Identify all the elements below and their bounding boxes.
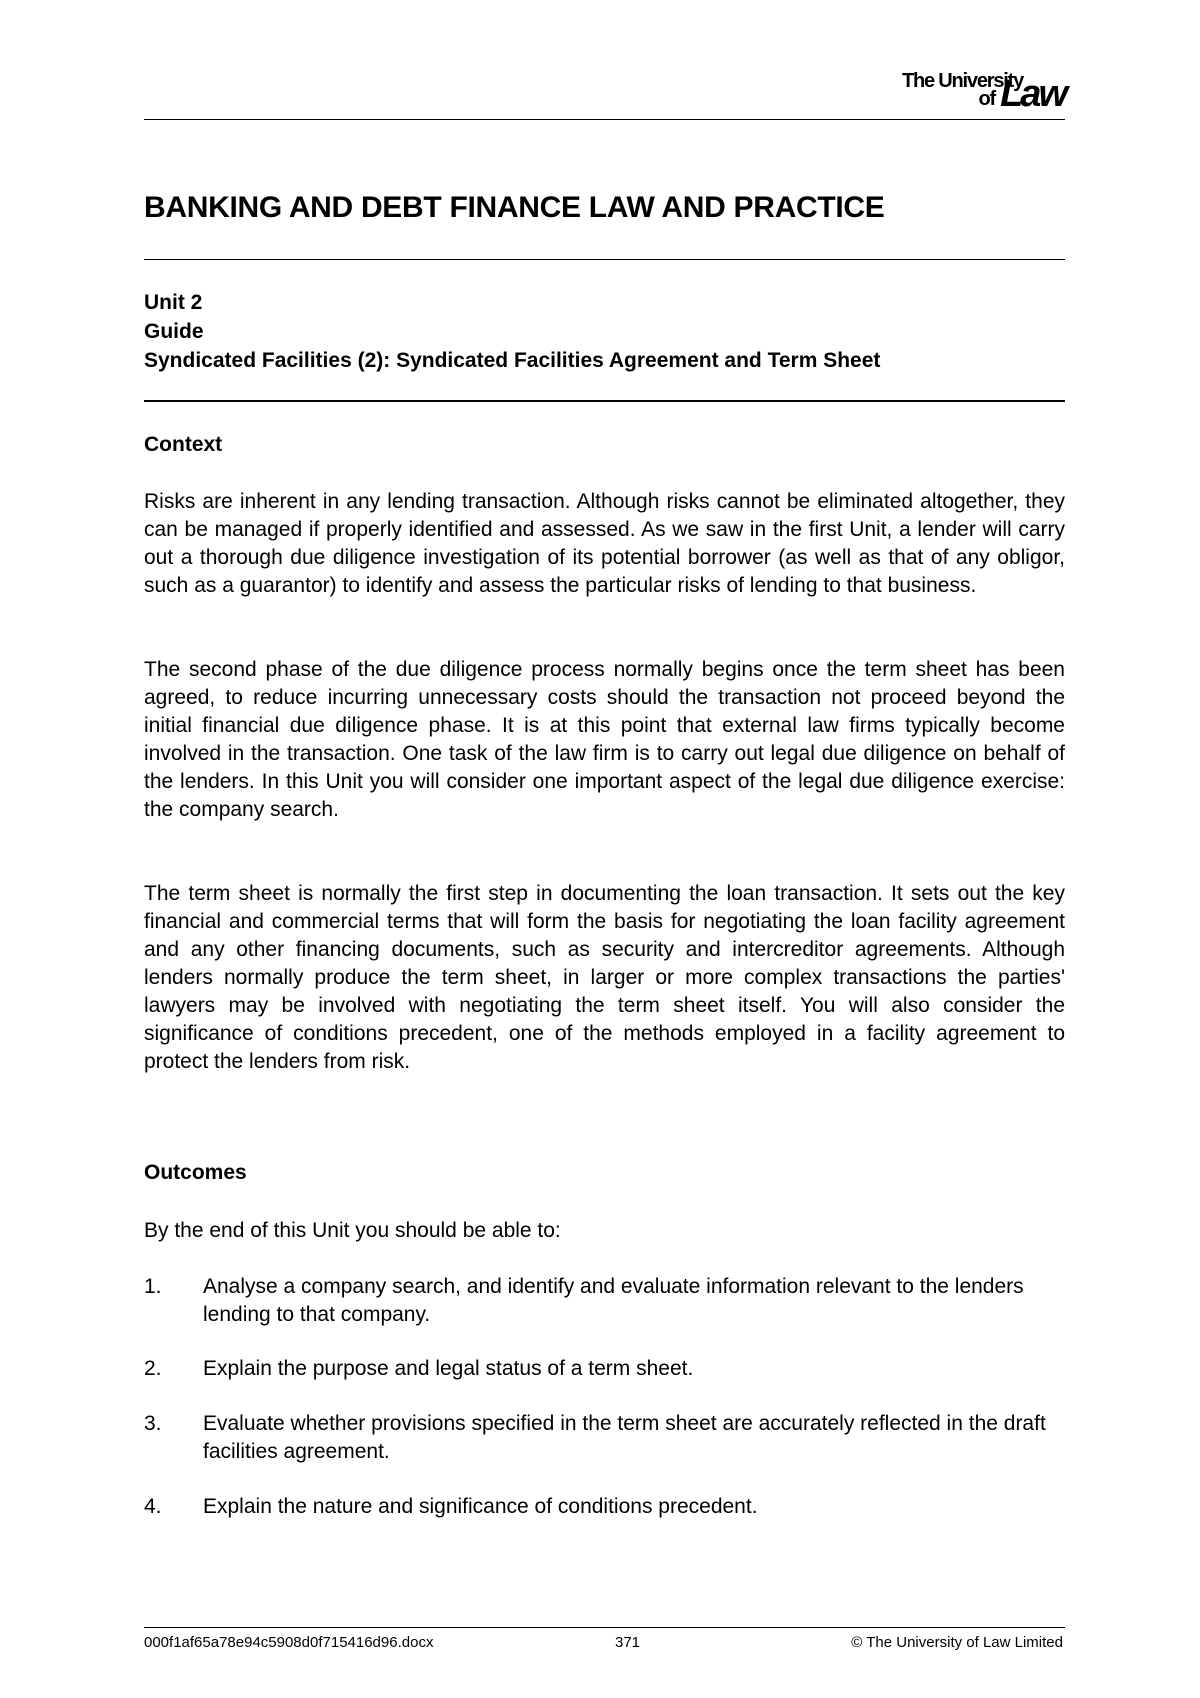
logo-line-2: of bbox=[978, 88, 995, 110]
footer-page-number: 371 bbox=[615, 1634, 641, 1651]
context-paragraph-2: The second phase of the due diligence process normally begins once the term sheet has been agreed, to reduce incurring unnecessary costs should the transaction not proceed beyond the initial financial due diligence phase. It is at this point that external law firms typically become involved in the transaction. One task of the law firm is to carry out legal due diligence on behalf of the lenders. In this Unit you will consider one important aspect of the legal due diligence exercise: the company search. bbox=[144, 658, 1065, 821]
logo-line-3: Law bbox=[1000, 73, 1065, 115]
footer-filename: 000f1af65a78e94c5908d0f715416d96.docx bbox=[144, 1634, 434, 1651]
context-paragraph-3: The term sheet is normally the first step in documenting the loan transaction. It sets out the key financial and commercial terms that will form the basis for negotiating the loan facility agreement and any other financing documents, such as security and intercreditor agreements. Although lenders normally produce the term sheet, in larger or more complex transactions the parties' lawyers may be involved with negotiating the term sheet itself. You will also consider the significance of conditions precedent, one of the methods employed in a facility agreement to protect the lenders from risk. bbox=[144, 882, 1065, 1073]
unit-subtitle: Syndicated Facilities (2): Syndicated Facilities Agreement and Term Sheet bbox=[144, 349, 881, 372]
list-item bbox=[144, 1410, 1065, 1466]
list-item bbox=[144, 1493, 1065, 1521]
list-item-number: 2. bbox=[144, 1357, 162, 1380]
unit-block bbox=[144, 288, 880, 375]
unit-number: Unit 2 bbox=[144, 291, 203, 314]
outcomes-heading: Outcomes bbox=[144, 1161, 247, 1184]
list-item bbox=[144, 1355, 1065, 1383]
university-logo bbox=[855, 70, 1065, 114]
subtitle-rule bbox=[144, 400, 1065, 402]
outcomes-list bbox=[144, 1273, 1065, 1521]
title-rule bbox=[144, 259, 1065, 260]
logo-line-1: The University bbox=[901, 70, 1023, 92]
list-item-number: 3. bbox=[144, 1412, 162, 1435]
list-item-text: Explain the purpose and legal status of a term sheet. bbox=[203, 1357, 694, 1380]
footer-rule bbox=[144, 1627, 1065, 1628]
footer-copyright: © The University of Law Limited bbox=[851, 1634, 1063, 1651]
outcomes-intro: By the end of this Unit you should be able to: bbox=[144, 1219, 561, 1242]
list-item-text: Explain the nature and significance of conditions precedent. bbox=[203, 1495, 758, 1518]
context-paragraph-1: Risks are inherent in any lending transaction. Although risks cannot be eliminated altogether, they can be managed if properly identified and assessed. As we saw in the first Unit, a lender will carry out a thorough due diligence investigation of its potential borrower (as well as that of any obligor, such as a guarantor) to identify and assess the particular risks of lending to that business. bbox=[144, 490, 1065, 597]
context-heading: Context bbox=[144, 433, 223, 456]
list-item bbox=[144, 1273, 1065, 1329]
list-item-number: 1. bbox=[144, 1275, 162, 1298]
guide-label: Guide bbox=[144, 320, 204, 343]
list-item-number: 4. bbox=[144, 1495, 162, 1518]
document-title: BANKING AND DEBT FINANCE LAW AND PRACTICE bbox=[144, 191, 885, 224]
list-item-text: Analyse a company search, and identify and evaluate information relevant to the lenders lending to that company. bbox=[203, 1275, 1024, 1326]
list-item-text: Evaluate whether provisions specified in the term sheet are accurately reflected in the draft facilities agreement. bbox=[203, 1412, 1046, 1463]
header-rule bbox=[144, 119, 1065, 120]
